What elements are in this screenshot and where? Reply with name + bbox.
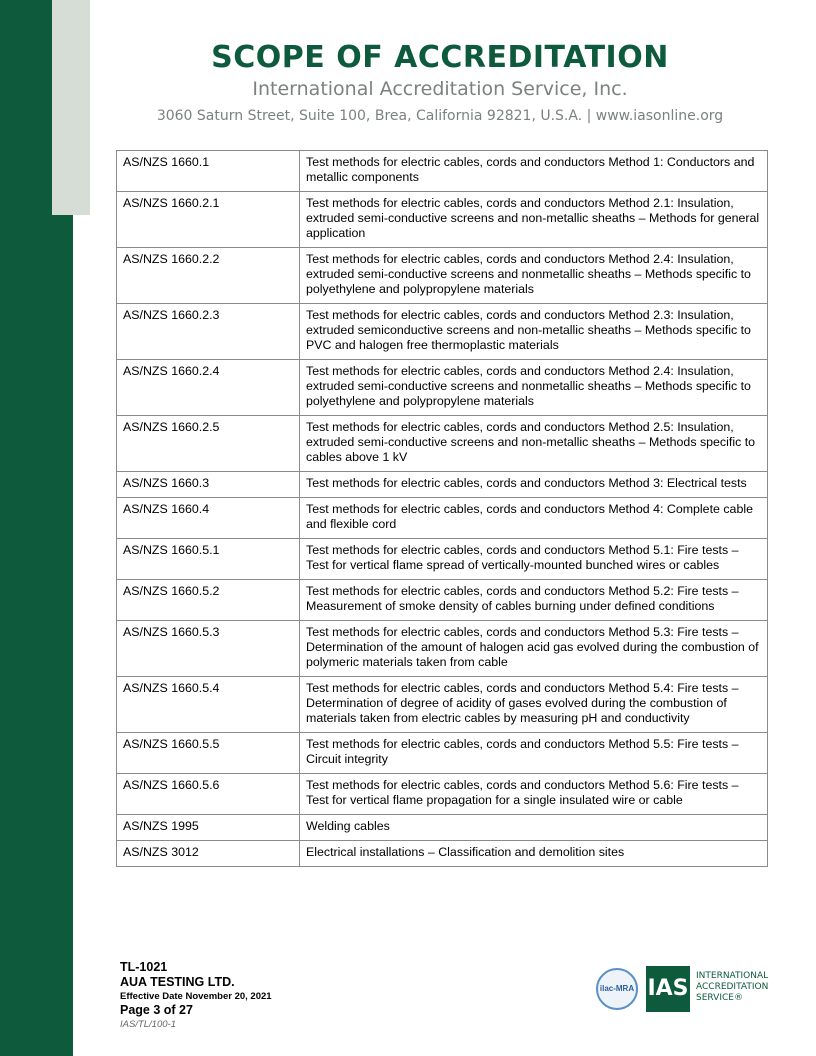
- side-tab-accent: [52, 0, 90, 215]
- ilac-mra-logo: ilac-MRA: [596, 968, 638, 1010]
- description-cell: Test methods for electric cables, cords and conductors Method 5.6: Fire tests – Test for vertical flame propagation for a single insulated wire or cable: [300, 774, 768, 815]
- organization-name: International Accreditation Service, Inc.: [252, 78, 628, 100]
- table-row: [117, 841, 768, 867]
- table-row: [117, 580, 768, 621]
- certificate-number: TL-1021: [120, 960, 168, 974]
- accreditation-logos: [596, 966, 771, 1014]
- description-cell: Test methods for electric cables, cords and conductors Method 5.1: Fire tests – Test for vertical flame spread of vertically-mounted bunched wires or cables: [300, 539, 768, 580]
- ias-logo: IAS: [646, 966, 690, 1012]
- organization-address: 3060 Saturn Street, Suite 100, Brea, California 92821, U.S.A. | www.iasonline.org: [156, 108, 724, 124]
- description-cell: Test methods for electric cables, cords and conductors Method 5.4: Fire tests – Determination of degree of acidity of gases evolved during the combustion of materials taken from electric cables by measuring pH and conductivity: [300, 677, 768, 733]
- description-cell: Test methods for electric cables, cords and conductors Method 5.2: Fire tests – Measurement of smoke density of cables burning under defined conditions: [300, 580, 768, 621]
- page-footer: [120, 960, 272, 1031]
- page-title: SCOPE OF ACCREDITATION: [211, 40, 669, 75]
- standard-cell: AS/NZS 1660.2.1: [117, 192, 300, 248]
- ias-logo-text: INTERNATIONAL ACCREDITATION SERVICE®: [696, 971, 769, 1003]
- standard-cell: AS/NZS 1660.5.1: [117, 539, 300, 580]
- table-row: [117, 416, 768, 472]
- standard-cell: AS/NZS 1660.2.3: [117, 304, 300, 360]
- standard-cell: AS/NZS 1660.5.2: [117, 580, 300, 621]
- standard-cell: AS/NZS 1660.2.4: [117, 360, 300, 416]
- standard-cell: AS/NZS 1660.5.4: [117, 677, 300, 733]
- table-row: [117, 621, 768, 677]
- table-row: [117, 304, 768, 360]
- form-id: IAS/TL/100-1: [120, 1019, 176, 1030]
- description-cell: Test methods for electric cables, cords and conductors Method 2.3: Insulation, extruded semiconductive screens and non-metallic sheaths – Methods specific to PVC and halogen free thermoplastic materials: [300, 304, 768, 360]
- description-cell: Test methods for electric cables, cords and conductors Method 2.1: Insulation, extruded semi-conductive screens and non-metallic sheaths – Methods for general application: [300, 192, 768, 248]
- scope-table: [116, 150, 768, 867]
- table-row: [117, 677, 768, 733]
- effective-date: Effective Date November 20, 2021: [120, 991, 272, 1002]
- description-cell: Test methods for electric cables, cords and conductors Method 5.3: Fire tests – Determination of the amount of halogen acid gas evolved during the combustion of polymeric materials taken from cable: [300, 621, 768, 677]
- description-cell: Test methods for electric cables, cords and conductors Method 1: Conductors and metallic components: [300, 151, 768, 192]
- standard-cell: AS/NZS 1660.5.5: [117, 733, 300, 774]
- table-row: [117, 733, 768, 774]
- description-cell: Test methods for electric cables, cords and conductors Method 4: Complete cable and flexible cord: [300, 498, 768, 539]
- standard-cell: AS/NZS 1660.2.2: [117, 248, 300, 304]
- description-cell: Test methods for electric cables, cords and conductors Method 3: Electrical tests: [300, 472, 768, 498]
- standard-cell: AS/NZS 1660.2.5: [117, 416, 300, 472]
- description-cell: Test methods for electric cables, cords and conductors Method 2.5: Insulation, extruded semi-conductive screens and non-metallic sheaths – Methods specific to cables above 1 kV: [300, 416, 768, 472]
- table-row: [117, 815, 768, 841]
- standard-cell: AS/NZS 1660.5.6: [117, 774, 300, 815]
- table-row: [117, 498, 768, 539]
- page-number: Page 3 of 27: [120, 1003, 193, 1017]
- table-row: [117, 539, 768, 580]
- standard-cell: AS/NZS 1660.3: [117, 472, 300, 498]
- table-row: [117, 360, 768, 416]
- standard-cell: AS/NZS 1660.5.3: [117, 621, 300, 677]
- standard-cell: AS/NZS 1995: [117, 815, 300, 841]
- table-row: [117, 192, 768, 248]
- description-cell: Electrical installations – Classification and demolition sites: [300, 841, 768, 867]
- standard-cell: AS/NZS 1660.4: [117, 498, 300, 539]
- description-cell: Welding cables: [300, 815, 768, 841]
- company-name: AUA TESTING LTD.: [120, 975, 235, 989]
- description-cell: Test methods for electric cables, cords and conductors Method 5.5: Fire tests – Circuit integrity: [300, 733, 768, 774]
- standard-cell: AS/NZS 1660.1: [117, 151, 300, 192]
- table-row: [117, 151, 768, 192]
- table-row: [117, 774, 768, 815]
- description-cell: Test methods for electric cables, cords and conductors Method 2.4: Insulation, extruded semi-conductive screens and nonmetallic sheaths – Methods specific to polyethylene and polypropylene materials: [300, 248, 768, 304]
- table-row: [117, 248, 768, 304]
- description-cell: Test methods for electric cables, cords and conductors Method 2.4: Insulation, extruded semi-conductive screens and nonmetallic sheaths – Methods specific to polyethylene and polypropylene materials: [300, 360, 768, 416]
- table-row: [117, 472, 768, 498]
- standard-cell: AS/NZS 3012: [117, 841, 300, 867]
